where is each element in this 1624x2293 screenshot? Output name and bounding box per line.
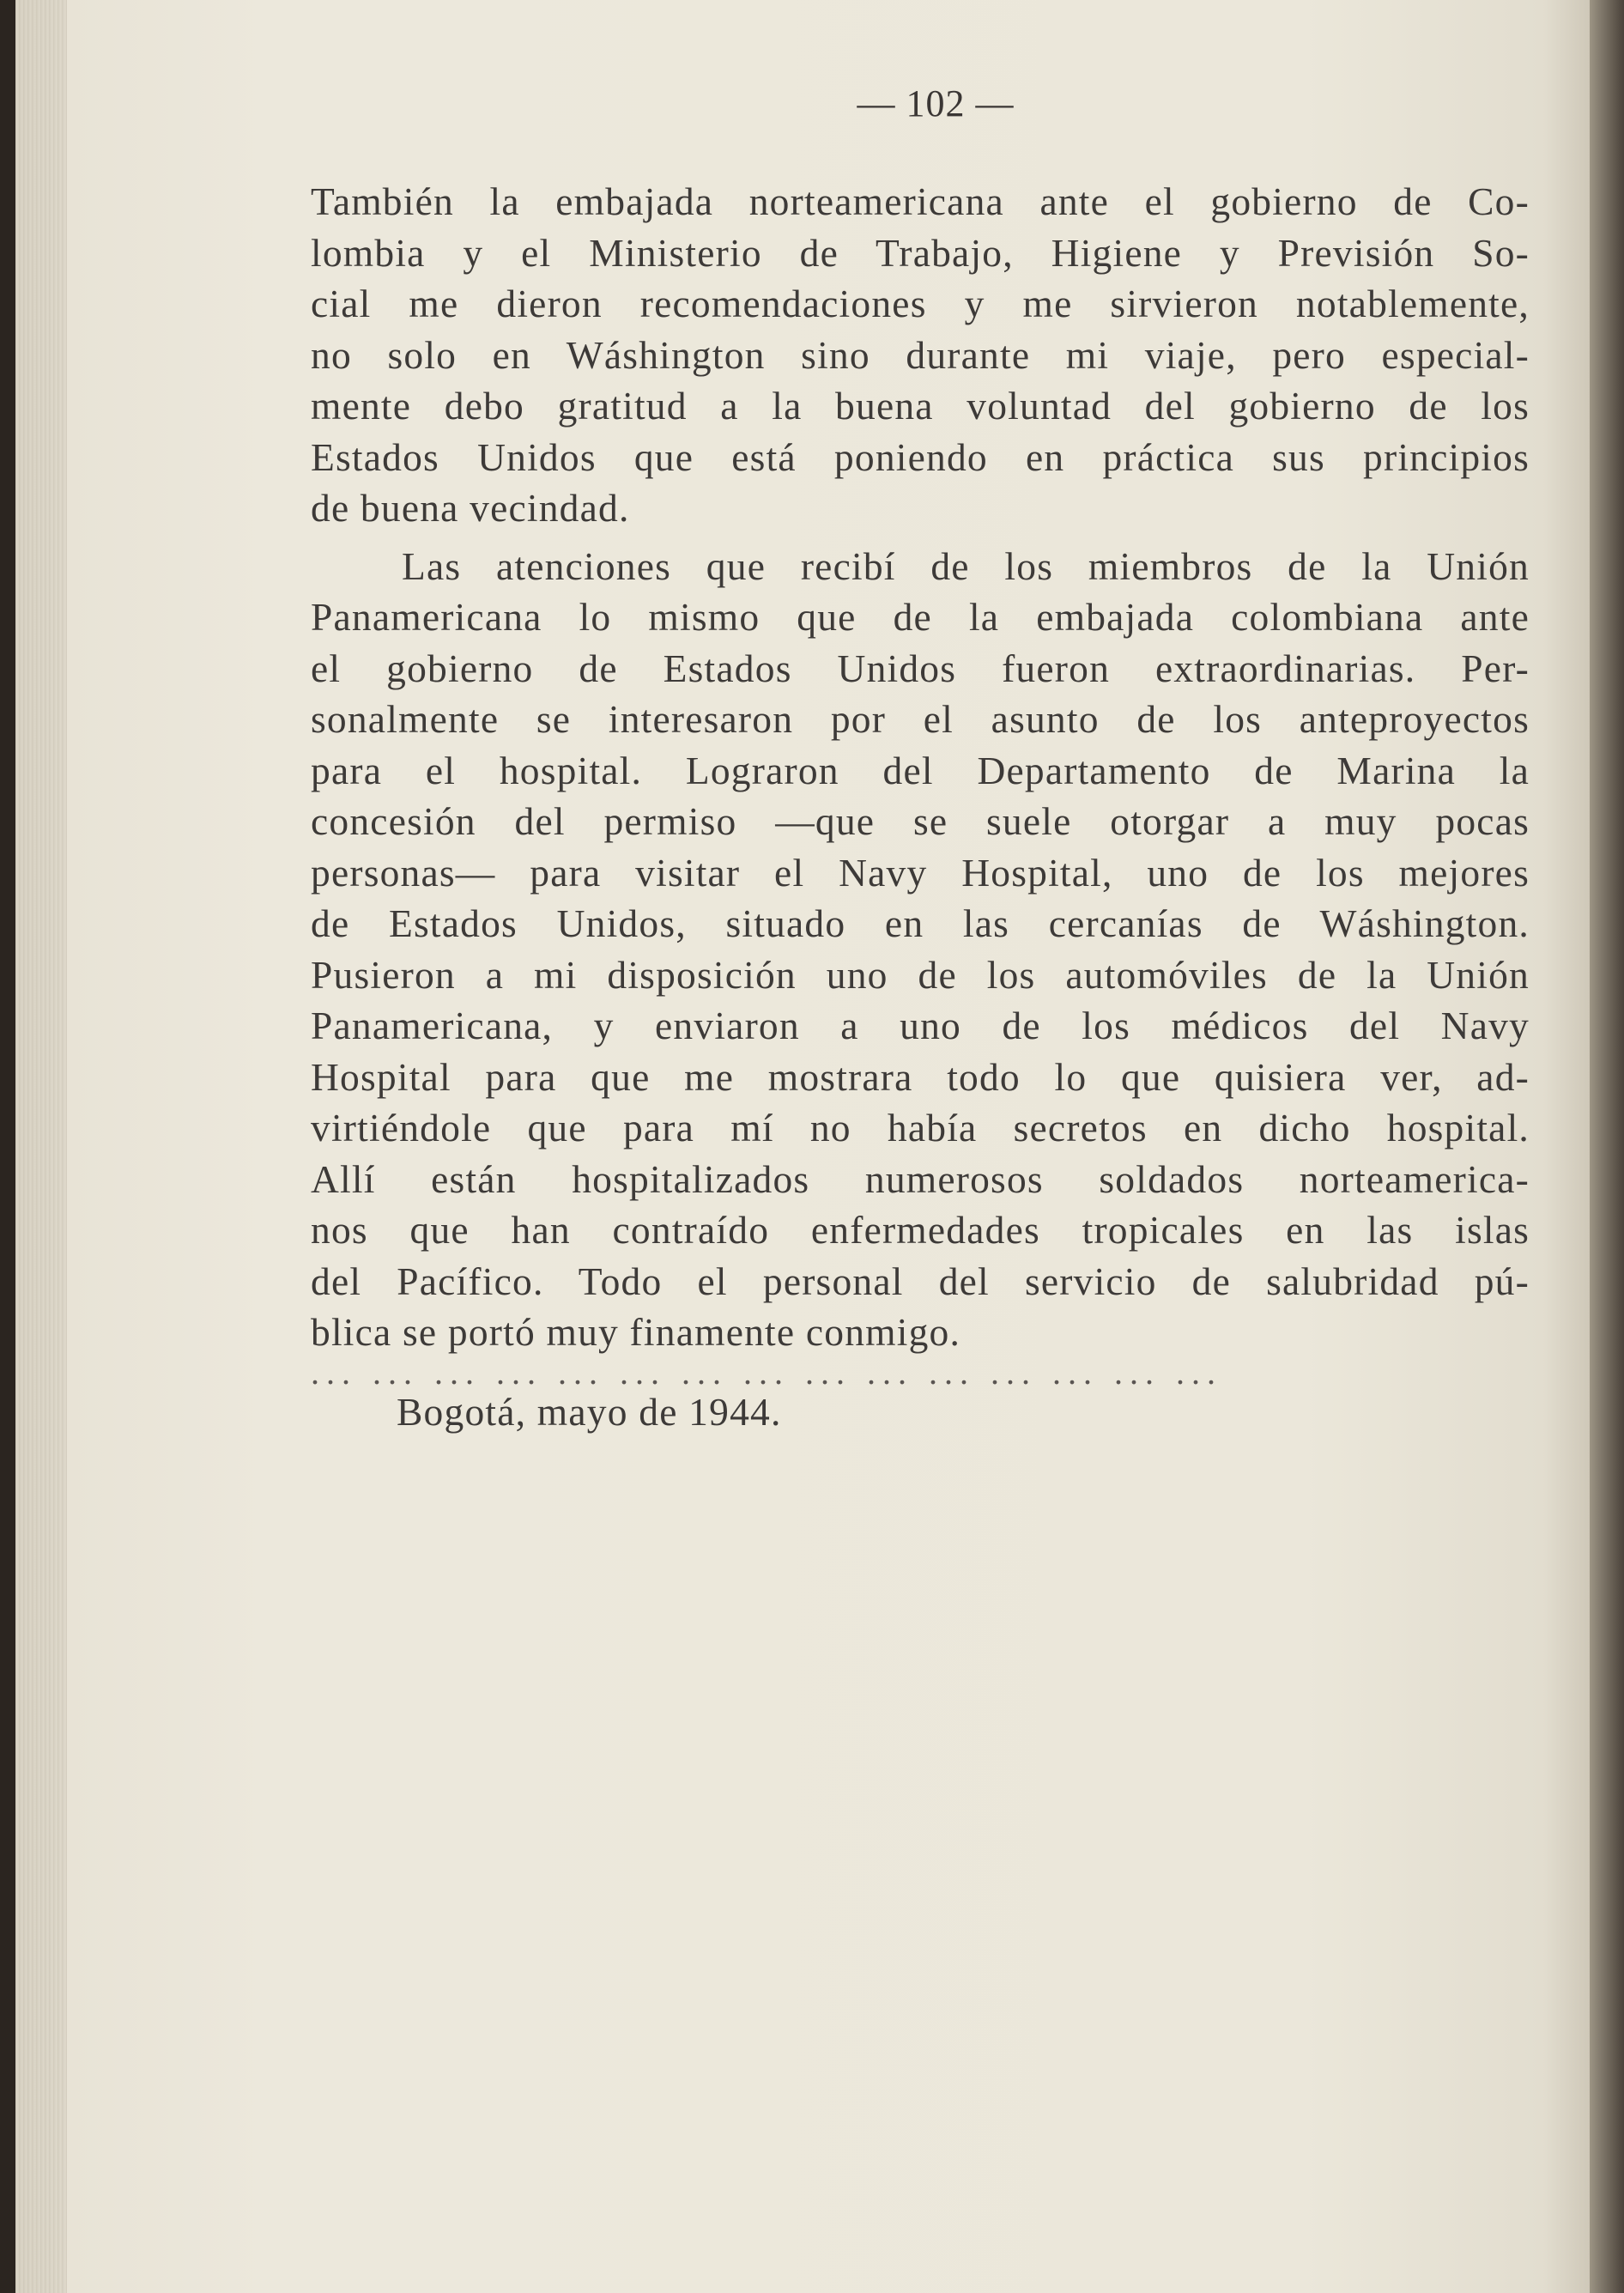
text-line: Estados Unidos que está poniendo en práctica sus principios [311,434,1530,479]
paragraph-1 [311,176,1530,534]
text-line: Panamericana lo mismo que de la embajada colombiana ante [311,595,1530,639]
text-line: de buena vecindad. [311,486,630,530]
text-line: Hospital para que me mostrara todo lo que quisiera ver, ad- [311,1054,1530,1099]
page-number: — 102 — [857,82,1015,124]
text-line: concesión del permiso —que se suele otorgar a muy pocas [311,799,1530,843]
ellipsis-separator: ... ... ... ... ... ... ... ... ... ... ... ... ... ... ... [311,1353,1222,1392]
text-line: personas— para visitar el Navy Hospital, uno de los mejores [311,850,1530,895]
text-line: blica se portó muy finamente conmigo. [311,1310,961,1354]
text-line: mente debo gratitud a la buena voluntad del gobierno de los [311,384,1530,428]
date-signoff: Bogotá, mayo de 1944. [397,1390,782,1434]
text-line: no solo en Wáshington sino durante mi viaje, pero especial- [311,332,1530,377]
text-line: del Pacífico. Todo el personal del servicio de salubridad pú- [311,1259,1530,1303]
text-line: sonalmente se interesaron por el asunto de los anteproyectos [311,697,1530,741]
text-line: Las atenciones que recibí de los miembros de la Unión [402,543,1530,588]
text-line: Allí están hospitalizados numerosos soldados norteamerica- [311,1156,1530,1201]
text-line: Pusieron a mi disposición uno de los automóviles de la Unión [311,952,1530,997]
text-line: para el hospital. Lograron del Departamento de Marina la [311,748,1530,792]
paragraph-2 [311,541,1530,1358]
text-line: el gobierno de Estados Unidos fueron extraordinarias. Per- [311,646,1530,690]
text-line: de Estados Unidos, situado en las cercanías de Wáshington. [311,901,1530,945]
text-line: lombia y el Ministerio de Trabajo, Higiene y Previsión So- [311,230,1530,275]
text-line: Panamericana, y enviaron a uno de los médicos del Navy [311,1004,1530,1047]
text-line: cial me dieron recomendaciones y me sirvieron notablemente, [311,282,1530,325]
text-line: nos que han contraído enfermedades tropicales en las islas [311,1208,1530,1252]
page-edge-stack [15,0,67,2293]
text-line: También la embajada norteamericana ante el gobierno de Co- [311,179,1530,223]
body-text [311,176,1530,1358]
text-line: virtiéndole que para mí no había secretos en dicho hospital. [311,1106,1530,1150]
book-gutter-shadow [1590,0,1624,2293]
